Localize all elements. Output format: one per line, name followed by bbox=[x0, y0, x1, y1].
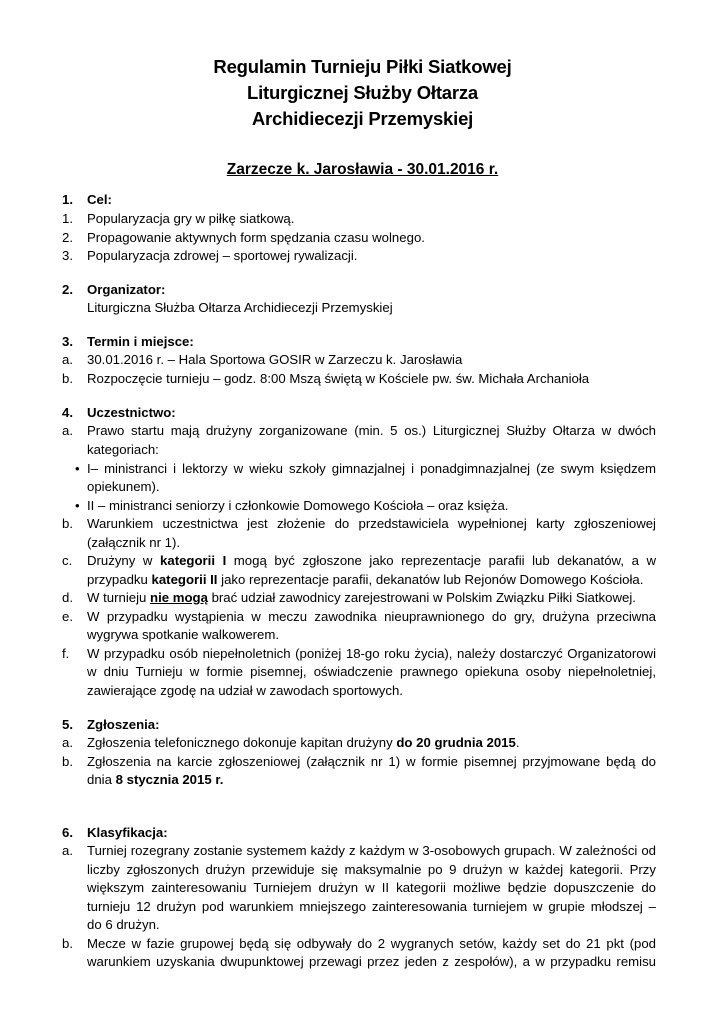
section-3-number: 3. bbox=[62, 334, 73, 349]
section-1-number: 1. bbox=[62, 192, 73, 207]
item-label: d. bbox=[62, 590, 73, 605]
title-line-2: Liturgicznej Służby Ołtarza bbox=[246, 82, 479, 103]
bold-run: do 20 grudnia 2015 bbox=[396, 735, 516, 750]
item-label: c. bbox=[62, 553, 73, 568]
item-label: 3. bbox=[62, 248, 73, 263]
item-text: Popularyzacja zdrowej – sportowej rywalizacji. bbox=[87, 248, 358, 263]
section-3-heading: Termin i miejsce: bbox=[87, 334, 194, 349]
item-text: Mecze w fazie grupowej będą się odbywały do 2 wygranych setów, każdy set do 21 pkt (pod bbox=[87, 936, 656, 951]
section-6-heading: Klasyfikacja: bbox=[87, 825, 168, 840]
text-run: . bbox=[515, 735, 520, 750]
section-4-number: 4. bbox=[62, 405, 73, 420]
item-text: kategoriach: bbox=[87, 442, 159, 457]
item-text: liczby zgłoszonych drużyn przewiduje się maksymalnie po 9 drużyn w każdej kategorii. Przy bbox=[87, 862, 656, 877]
item-text: 30.01.2016 r. – Hala Sportowa GOSIR w Zarzeczu k. Jarosławia bbox=[87, 352, 463, 367]
item-text: turnieju 12 drużyn pod warunkiem mniejszego zainteresowania turniejem w grupie młodszej – bbox=[87, 899, 656, 914]
item-text: W przypadku wystąpienia w meczu zawodnika nieuprawnionego do gry, drużyna przeciwna bbox=[87, 609, 656, 624]
item-text: Propagowanie aktywnych form spędzania czasu wolnego. bbox=[87, 230, 425, 245]
text-run: W turnieju bbox=[87, 590, 151, 605]
bold-run: 8 stycznia 2015 r. bbox=[115, 772, 224, 787]
item-text: Prawo startu mają drużyny zorganizowane (min. 5 os.) Liturgicznej Służby Ołtarza w dwóch bbox=[87, 423, 656, 438]
item-label: b. bbox=[62, 371, 73, 386]
organizer-name: Liturgiczna Służba Ołtarza Archidiecezji Przemyskiej bbox=[87, 300, 393, 315]
bullet-text: opiekunem). bbox=[87, 479, 160, 494]
item-label: 2. bbox=[62, 230, 73, 245]
item-text bbox=[87, 770, 223, 789]
bullet-text: II – ministranci seniorzy i członkowie Domowego Kościoła – oraz księża. bbox=[87, 498, 509, 513]
text-run: jako reprezentacje parafii, dekanatów lub Rejonów Domowego Kościoła. bbox=[217, 572, 644, 587]
subtitle-text: Zarzecze k. Jarosławia - 30.01.2016 r. bbox=[226, 161, 499, 178]
item-text: większym zainteresowaniu Turniejem drużyn w II kategorii możliwe będzie dopuszczenie do bbox=[87, 880, 656, 895]
section-4-heading: Uczestnictwo: bbox=[87, 405, 176, 420]
item-text: (załącznik nr 1). bbox=[87, 535, 181, 550]
section-5-number: 5. bbox=[62, 717, 73, 732]
item-text: Warunkiem uczestnictwa jest złożenie do przedstawiciela wypełnionej karty zgłoszeniowej bbox=[87, 516, 656, 531]
text-run: dnia bbox=[87, 772, 116, 787]
item-text: do 6 drużyn. bbox=[87, 917, 160, 932]
item-label: 1. bbox=[62, 211, 73, 226]
bullet-text: I– ministranci i lektorzy w wieku szkoły gimnazjalnej i ponadgimnazjalnej (ze swym księdzem bbox=[87, 461, 656, 476]
item-text bbox=[87, 588, 636, 607]
title-line-1: Regulamin Turnieju Piłki Siatkowej bbox=[213, 56, 512, 77]
section-2-heading: Organizator: bbox=[87, 282, 166, 297]
text-run: Zgłoszenia telefonicznego dokonuje kapitan drużyny bbox=[87, 735, 397, 750]
bold-run: kategorii I bbox=[160, 553, 227, 568]
item-text: Turniej rozegrany zostanie systemem każdy z każdym w 3-osobowych grupach. W zależności od bbox=[87, 843, 656, 858]
item-label: a. bbox=[62, 352, 73, 367]
item-label: e. bbox=[62, 609, 73, 624]
item-label: a. bbox=[62, 735, 73, 750]
item-text bbox=[87, 551, 656, 570]
item-text: Rozpoczęcie turnieju – godz. 8:00 Mszą świętą w Kościele pw. św. Michała Archanioła bbox=[87, 371, 590, 386]
text-run: Drużyny w bbox=[87, 553, 161, 568]
section-5-heading: Zgłoszenia: bbox=[87, 717, 160, 732]
item-text: zawierające zgodę na udział w zawodach sportowych. bbox=[87, 683, 403, 698]
text-run: przypadku bbox=[87, 572, 152, 587]
text-run: brać udział zawodnicy zarejestrowani w Polskim Związku Piłki Siatkowej. bbox=[207, 590, 636, 605]
bold-underlined-run: nie mogą bbox=[150, 590, 208, 605]
item-text bbox=[87, 570, 643, 589]
section-6-number: 6. bbox=[62, 825, 73, 840]
section-2-number: 2. bbox=[62, 282, 73, 297]
bullet-icon: • bbox=[75, 461, 80, 476]
item-label: b. bbox=[62, 516, 73, 531]
item-text: W przypadku osób niepełnoletnich (poniżej 18-go roku życia), należy dostarczyć Organizatorowi bbox=[87, 646, 656, 661]
item-label: b. bbox=[62, 936, 73, 951]
bold-run: kategorii II bbox=[151, 572, 218, 587]
item-text: Zgłoszenia na karcie zgłoszeniowej (załącznik nr 1) w formie pisemnej przyjmowane będą do bbox=[87, 754, 656, 769]
item-label: a. bbox=[62, 423, 73, 438]
subtitle bbox=[0, 160, 725, 180]
text-run: mogą być zgłoszone jako reprezentacje parafii lub dekanatów, a w bbox=[226, 553, 656, 568]
item-text: wygrywa spotkanie walkowerem. bbox=[87, 627, 280, 642]
item-label: a. bbox=[62, 843, 73, 858]
bullet-icon: • bbox=[75, 498, 80, 513]
item-text: warunkiem uzyskania dwupunktowej przewagi przez jeden z zespołów), a w przypadku remisu bbox=[87, 954, 656, 969]
item-text: Popularyzacja gry w piłkę siatkową. bbox=[87, 211, 295, 226]
title-line-3: Archidiecezji Przemyskiej bbox=[251, 108, 474, 129]
section-1-heading: Cel: bbox=[87, 192, 112, 207]
item-label: f. bbox=[62, 646, 70, 661]
item-label: b. bbox=[62, 754, 73, 769]
item-text bbox=[87, 733, 520, 752]
item-text: w dniu Turnieju w formie pisemnej, oświadczenie prawnego opiekuna osoby niepełnoletniej, bbox=[87, 664, 656, 679]
